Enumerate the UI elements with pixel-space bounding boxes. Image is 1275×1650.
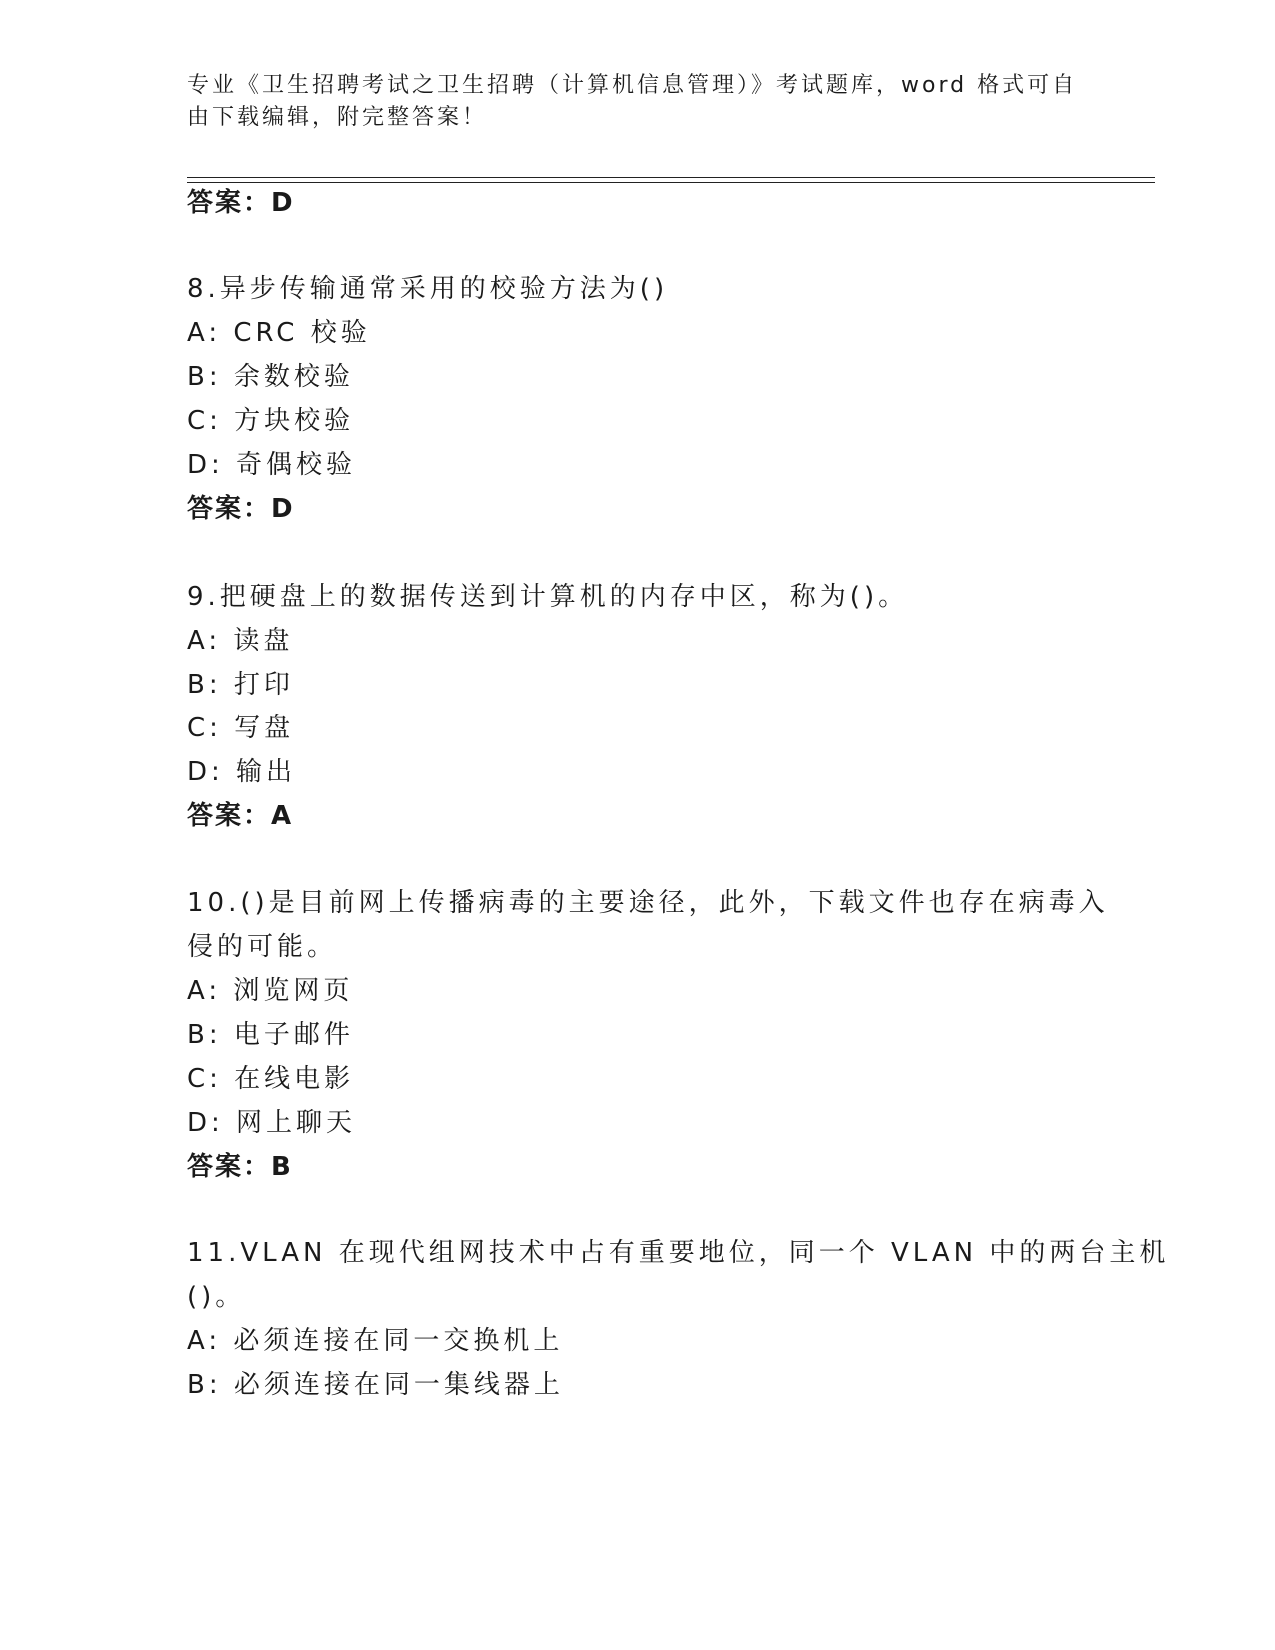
question-9-option-c: C: 写盘 (187, 713, 295, 743)
question-8-option-a: A: CRC 校验 (187, 318, 371, 348)
question-9-stem: 9.把硬盘上的数据传送到计算机的内存中区，称为()。 (187, 582, 909, 612)
question-9-option-d: D: 输出 (187, 757, 297, 787)
question-10-option-c: C: 在线电影 (187, 1064, 355, 1094)
question-8-answer: 答案：D (187, 494, 295, 524)
header-divider (187, 177, 1155, 183)
question-11-option-a: A: 必须连接在同一交换机上 (187, 1326, 564, 1356)
answer-line: 答案：D (187, 188, 295, 218)
document-header (187, 70, 1087, 134)
header-line-1: 专业《卫生招聘考试之卫生招聘（计算机信息管理）》考试题库，word 格式可自 (187, 73, 1078, 98)
question-11-stem: 11.VLAN 在现代组网技术中占有重要地位，同一个 VLAN 中的两台主机 (187, 1238, 1170, 1268)
question-10-stem-cont: 侵的可能。 (187, 932, 338, 962)
question-8-option-c: C: 方块校验 (187, 406, 355, 436)
question-9-option-a: A: 读盘 (187, 626, 294, 656)
question-8-stem: 8.异步传输通常采用的校验方法为() (187, 274, 669, 304)
question-8-option-d: D: 奇偶校验 (187, 450, 357, 480)
question-8-option-b: B: 余数校验 (187, 362, 354, 392)
question-10-option-b: B: 电子邮件 (187, 1020, 354, 1050)
question-10-option-d: D: 网上聊天 (187, 1108, 357, 1138)
question-11-option-b: B: 必须连接在同一集线器上 (187, 1370, 564, 1400)
question-10-stem: 10.()是目前网上传播病毒的主要途径，此外，下载文件也存在病毒入 (187, 888, 1109, 918)
header-line-2: 由下载编辑，附完整答案！ (187, 105, 488, 130)
question-9-answer: 答案：A (187, 801, 294, 831)
question-9-option-b: B: 打印 (187, 670, 294, 700)
question-10-option-a: A: 浏览网页 (187, 976, 354, 1006)
question-10-answer: 答案：B (187, 1152, 293, 1182)
question-11-stem-cont: ()。 (187, 1282, 246, 1312)
